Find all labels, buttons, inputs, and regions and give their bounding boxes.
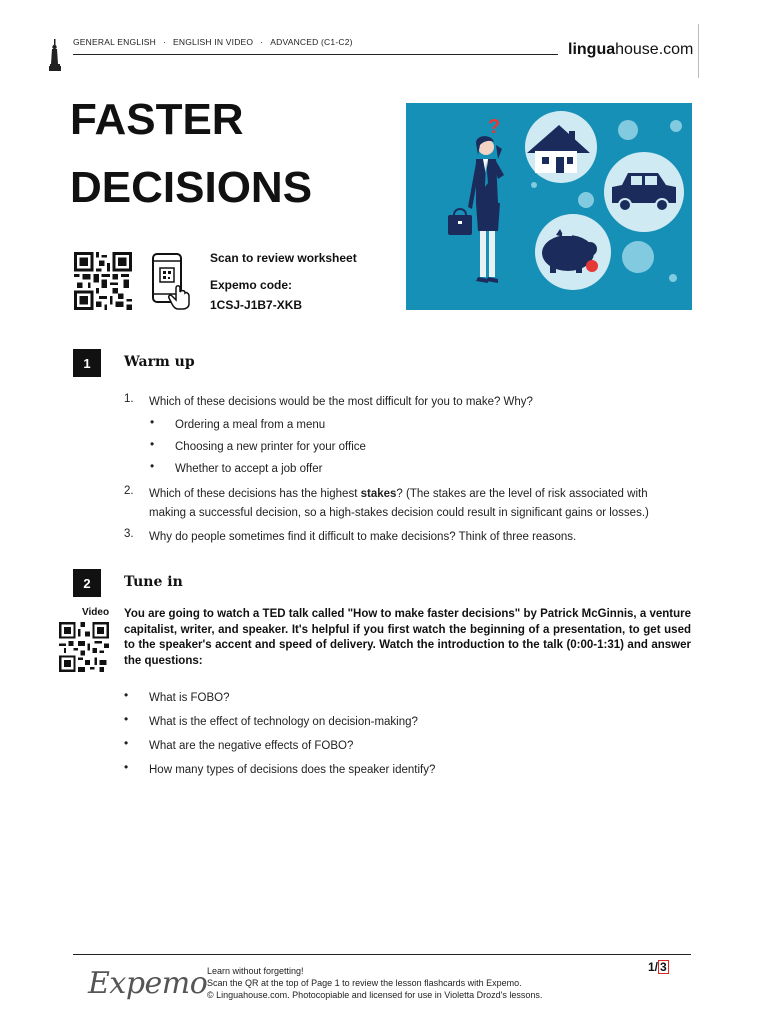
video-qr-code-icon[interactable] [58, 622, 110, 672]
video-label: Video [82, 607, 110, 618]
header-vertical-rule [698, 24, 699, 78]
question-number: 1. [124, 393, 134, 405]
bullet-icon: • [124, 736, 129, 750]
qr-code-icon[interactable] [73, 252, 133, 310]
list-item: What is the effect of technology on decision-making? [149, 716, 418, 728]
warmup-question-3: Why do people sometimes find it difficult to make decisions? Think of three reasons. [149, 531, 577, 543]
warmup-question-2: Which of these decisions has the highest stakes? (The stakes are the level of risk associated with [149, 488, 648, 500]
hero-illustration [406, 103, 692, 310]
page-title-line-1: FASTER [70, 95, 244, 144]
bullet-icon: • [150, 437, 155, 451]
warmup-question-2-continued: making a successful decision, so a high-stakes decision could result in significant gains or losses.) [149, 507, 649, 519]
page-title-line-2: DECISIONS [70, 163, 313, 212]
expemo-code-label: Expemo code: [210, 278, 293, 292]
page-total: 3 [660, 960, 667, 974]
question-number: 3. [124, 528, 134, 540]
bullet-icon: • [124, 760, 129, 774]
breadcrumb-item[interactable]: ENGLISH IN VIDEO [173, 37, 254, 47]
bullet-icon: • [150, 415, 155, 429]
svg-text:?: ? [488, 116, 501, 138]
tune-in-instructions: You are going to watch a TED talk called "How to make faster decisions" by Patrick McGinnis, a venture capitalist, writer, and speaker. It's helpful if you first watch the beginning of a presentation, to get used to the speaker's accent and speed of delivery. Watch the introduction to the talk (0:00-1:31) and answer the questions: [124, 608, 691, 667]
list-item: What are the negative effects of FOBO? [149, 740, 354, 752]
bullet-icon: • [124, 688, 129, 702]
footer-instructions: Scan the QR at the top of Page 1 to review the lesson flashcards with Expemo. [207, 978, 522, 988]
list-item: What is FOBO? [149, 692, 230, 704]
statue-of-liberty-icon [48, 38, 62, 72]
stakes-keyword: stakes [360, 488, 397, 500]
footer-tagline: Learn without forgetting! [207, 966, 304, 976]
phone-scan-icon [150, 252, 192, 310]
list-item: Choosing a new printer for your office [175, 441, 366, 453]
section-number-badge: 2 [73, 569, 101, 597]
warmup-question-1: Which of these decisions would be the most difficult for you to make? Why? [149, 396, 533, 408]
section-title-tune-in: Tune in [124, 574, 183, 590]
footer-copyright: © Linguahouse.com. Photocopiable and licensed for use in Violetta Drozd's lessons. [207, 990, 543, 1000]
linguahouse-logo[interactable]: linguahouse.com [568, 41, 694, 58]
section-number-badge: 1 [73, 349, 101, 377]
breadcrumb: GENERAL ENGLISH · ENGLISH IN VIDEO · ADVANCED (C1-C2) [73, 37, 353, 47]
question-number: 2. [124, 485, 134, 497]
list-item: Whether to accept a job offer [175, 463, 323, 475]
breadcrumb-item[interactable]: GENERAL ENGLISH [73, 37, 156, 47]
expemo-logo[interactable]: Expemo [88, 966, 208, 1001]
breadcrumb-item[interactable]: ADVANCED (C1-C2) [270, 37, 353, 47]
scan-label: Scan to review worksheet [210, 251, 357, 265]
header-divider [73, 54, 558, 55]
bullet-icon: • [150, 459, 155, 473]
page-number: 1/ 3 [648, 960, 667, 974]
section-title-warm-up: Warm up [124, 354, 195, 370]
bullet-icon: • [124, 712, 129, 726]
list-item: Ordering a meal from a menu [175, 419, 326, 431]
expemo-code-value: 1CSJ-J1B7-XKB [210, 298, 303, 312]
footer-divider [73, 954, 691, 955]
list-item: How many types of decisions does the speaker identify? [149, 764, 436, 776]
